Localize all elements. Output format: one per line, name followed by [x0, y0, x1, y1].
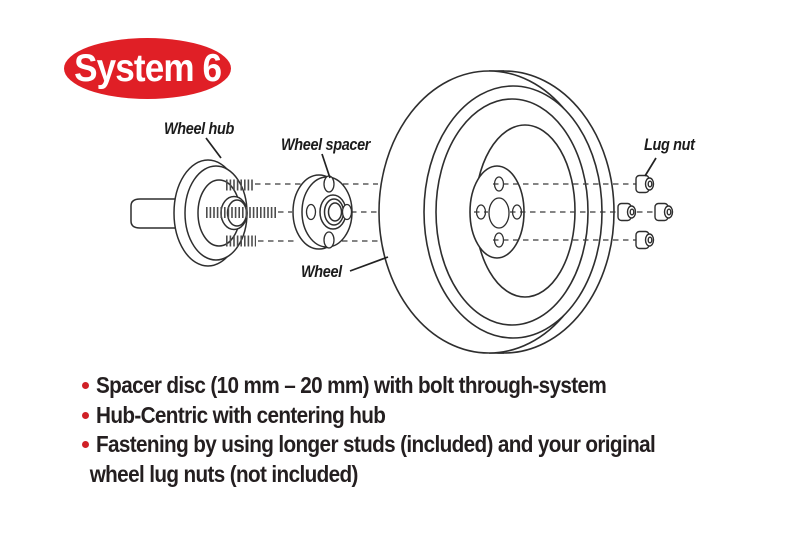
wheel-spacer-drawing [293, 175, 352, 249]
system-badge-label: System 6 [74, 46, 221, 90]
bullet-dot-icon [82, 382, 89, 389]
wheel-drawing [379, 71, 614, 353]
lug-nut [655, 204, 673, 221]
lug-nut [636, 176, 654, 193]
part-label-wheel-hub: Wheel hub [164, 119, 234, 138]
lug-nut-leader-line [645, 158, 656, 176]
wheel-hub-drawing [131, 160, 277, 266]
feature-bullet-list [82, 371, 772, 489]
bullet-line: Spacer disc (10 mm – 20 mm) with bolt through-system [96, 372, 607, 398]
bullet-line: Fastening by using longer studs (included) and your original [96, 431, 656, 457]
part-label-lug-nut: Lug nut [644, 135, 695, 154]
wheel-leader-line [350, 257, 388, 271]
part-label-wheel: Wheel [301, 262, 342, 281]
lug-nuts-drawing [618, 176, 673, 249]
wheel-spacer-leader-line [322, 154, 330, 178]
bullet-item [82, 430, 772, 489]
bullet-line: wheel lug nuts (not included) [89, 460, 358, 487]
system-badge [64, 38, 231, 99]
lug-nut [636, 232, 654, 249]
bullet-item [82, 371, 772, 401]
bullet-line: Hub-Centric with centering hub [96, 401, 386, 428]
bullet-dot-icon [82, 412, 89, 419]
bullet-dot-icon [82, 441, 89, 448]
bullet-item [82, 401, 772, 431]
wheel-hub-leader-line [206, 138, 221, 158]
lug-nut [618, 204, 636, 221]
part-label-wheel-spacer: Wheel spacer [281, 135, 371, 154]
